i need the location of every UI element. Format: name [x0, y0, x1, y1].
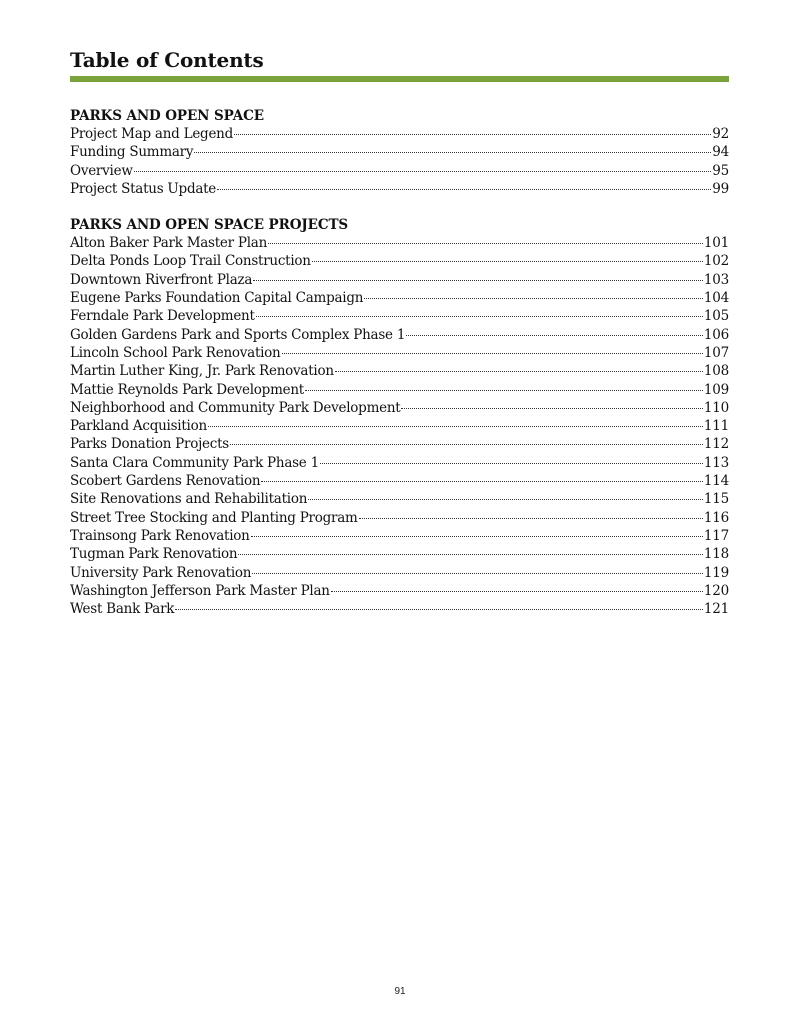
dot-leader [252, 573, 703, 574]
dot-leader [312, 261, 703, 262]
toc-entry[interactable] [70, 564, 729, 582]
toc-entry[interactable] [70, 162, 729, 180]
dot-leader [282, 353, 703, 354]
dot-leader [238, 554, 702, 555]
toc-entry[interactable] [70, 252, 729, 270]
toc-entry-page-number[interactable]: 111 [703, 418, 729, 435]
dot-leader [194, 152, 711, 153]
dot-leader [401, 408, 702, 409]
toc-entry-page-number[interactable]: 112 [703, 436, 729, 453]
toc-entry-title[interactable]: Tugman Park Renovation [70, 546, 238, 563]
toc-entry[interactable] [70, 381, 729, 399]
toc-entry-title[interactable]: Parks Donation Projects [70, 436, 229, 453]
toc-section [70, 216, 729, 618]
toc-entry[interactable] [70, 527, 729, 545]
footer-page-number: 91 [394, 986, 406, 997]
dot-leader [175, 609, 703, 610]
dot-leader [230, 444, 703, 445]
section-heading: PARKS AND OPEN SPACE PROJECTS [70, 217, 349, 234]
toc-entry-title[interactable]: Golden Gardens Park and Sports Complex Phase 1 [70, 326, 406, 343]
toc-entry-title[interactable]: Downtown Riverfront Plaza [70, 271, 253, 288]
toc-entry-page-number[interactable]: 109 [703, 381, 729, 398]
toc-entry-page-number[interactable]: 94 [712, 144, 729, 161]
toc-entry-page-number[interactable]: 101 [703, 235, 729, 252]
dot-leader [134, 171, 712, 172]
dot-leader [406, 335, 703, 336]
toc-entry-title[interactable]: Eugene Parks Foundation Capital Campaign [70, 290, 364, 307]
toc-entry-title[interactable]: Trainsong Park Renovation [70, 527, 250, 544]
dot-leader [208, 426, 703, 427]
toc-entry[interactable] [70, 307, 729, 325]
toc-entry-title[interactable]: Scobert Gardens Renovation [70, 473, 261, 490]
toc-entry[interactable] [70, 289, 729, 307]
toc-entry-title[interactable]: Street Tree Stocking and Planting Program [70, 509, 358, 526]
toc-entry[interactable] [70, 454, 729, 472]
toc-entry-page-number[interactable]: 121 [703, 601, 729, 618]
toc-entry[interactable] [70, 545, 729, 563]
toc-entry-page-number[interactable]: 104 [703, 290, 729, 307]
toc-entry-title[interactable]: Delta Ponds Loop Trail Construction [70, 253, 311, 270]
toc-entry[interactable] [70, 143, 729, 161]
toc-entry-page-number[interactable]: 115 [703, 491, 729, 508]
toc-entry-page-number[interactable]: 103 [703, 271, 729, 288]
toc-entry[interactable] [70, 600, 729, 618]
toc-entry-page-number[interactable]: 117 [703, 527, 729, 544]
toc-entry-page-number[interactable]: 106 [703, 326, 729, 343]
toc-entry[interactable] [70, 234, 729, 252]
toc-entry[interactable] [70, 326, 729, 344]
toc-entry-page-number[interactable]: 99 [712, 180, 729, 197]
toc-list [70, 125, 729, 198]
dot-leader [256, 316, 703, 317]
toc-entry[interactable] [70, 344, 729, 362]
toc-entry[interactable] [70, 271, 729, 289]
dot-leader [308, 499, 703, 500]
section-heading: PARKS AND OPEN SPACE [70, 108, 264, 124]
toc-entry-title[interactable]: Project Status Update [70, 180, 217, 197]
toc-entry-page-number[interactable]: 113 [703, 454, 729, 471]
toc-entry[interactable] [70, 509, 729, 527]
toc-entry[interactable] [70, 582, 729, 600]
dot-leader [320, 463, 703, 464]
toc-entry-page-number[interactable]: 108 [703, 363, 729, 380]
toc-entry-title[interactable]: Project Map and Legend [70, 126, 234, 142]
toc-entry-title[interactable]: Santa Clara Community Park Phase 1 [70, 454, 319, 471]
toc-entry-title[interactable]: Overview [70, 162, 133, 179]
toc-entry-title[interactable]: Parkland Acquisition [70, 418, 207, 435]
toc-entry-page-number[interactable]: 119 [703, 564, 729, 581]
toc-entry-title[interactable]: Lincoln School Park Renovation [70, 344, 281, 361]
toc-entry-title[interactable]: Ferndale Park Development [70, 308, 255, 325]
toc-entry[interactable] [70, 490, 729, 508]
toc-entry[interactable] [70, 435, 729, 453]
toc-entry-page-number[interactable]: 120 [703, 582, 729, 599]
toc-list [70, 234, 729, 618]
dot-leader [261, 481, 703, 482]
toc-entry-page-number[interactable]: 118 [703, 546, 729, 563]
toc-entry-page-number[interactable]: 92 [712, 126, 729, 142]
dot-leader [305, 390, 703, 391]
toc-entry[interactable] [70, 180, 729, 198]
toc-entry-page-number[interactable]: 114 [703, 473, 729, 490]
dot-leader [268, 243, 703, 244]
toc-entry[interactable] [70, 417, 729, 435]
toc-entry-title[interactable]: Alton Baker Park Master Plan [70, 235, 268, 252]
toc-entry-title[interactable]: Neighborhood and Community Park Development [70, 399, 401, 416]
toc-entry-title[interactable]: West Bank Park [70, 601, 175, 618]
toc-entry-page-number[interactable]: 116 [703, 509, 729, 526]
toc-page [70, 46, 729, 618]
toc-entry-title[interactable]: Site Renovations and Rehabilitation [70, 491, 308, 508]
toc-entry-page-number[interactable]: 105 [703, 308, 729, 325]
toc-entry-page-number[interactable]: 110 [703, 399, 729, 416]
toc-entry[interactable] [70, 125, 729, 143]
toc-section [70, 107, 729, 198]
toc-entry[interactable] [70, 362, 729, 380]
toc-entry-title[interactable]: Martin Luther King, Jr. Park Renovation [70, 363, 334, 380]
toc-entry-title[interactable]: Funding Summary [70, 144, 194, 161]
title-underline-rule [70, 76, 729, 82]
dot-leader [331, 591, 703, 592]
dot-leader [335, 371, 703, 372]
toc-entry[interactable] [70, 472, 729, 490]
toc-entry[interactable] [70, 399, 729, 417]
toc-entry-title[interactable]: Mattie Reynolds Park Development [70, 381, 304, 398]
toc-entry-page-number[interactable]: 107 [703, 344, 729, 361]
toc-entry-page-number[interactable]: 102 [703, 253, 729, 270]
toc-entry-page-number[interactable]: 95 [712, 162, 729, 179]
dot-leader [364, 298, 703, 299]
page-title: Table of Contents [70, 48, 264, 72]
dot-leader [251, 536, 703, 537]
dot-leader [234, 134, 711, 135]
dot-leader [217, 189, 711, 190]
dot-leader [359, 518, 703, 519]
toc-entry-title[interactable]: Washington Jefferson Park Master Plan [70, 582, 330, 599]
dot-leader [253, 280, 703, 281]
toc-entry-title[interactable]: University Park Renovation [70, 564, 252, 581]
